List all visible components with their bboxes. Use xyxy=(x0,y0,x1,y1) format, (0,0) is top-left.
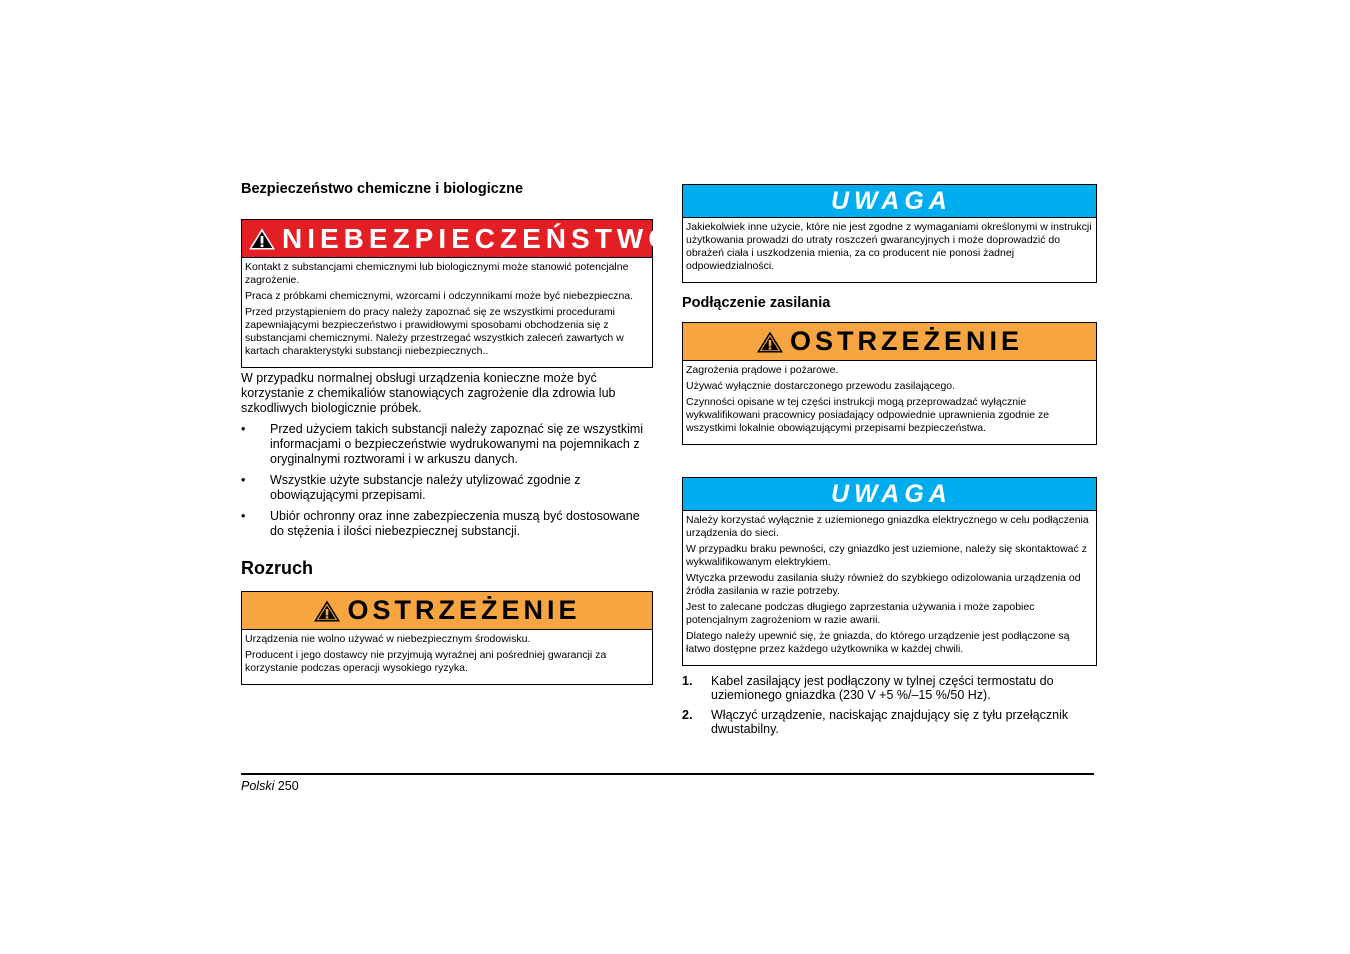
warning-triangle-icon xyxy=(248,227,276,251)
warning-body xyxy=(683,361,1096,444)
danger-box xyxy=(241,219,676,368)
list-item xyxy=(682,708,1097,736)
footer-language: Polski xyxy=(241,779,275,793)
heading-power-connection: Podłączenie zasilania xyxy=(682,295,831,311)
list-item xyxy=(241,422,653,467)
step-text: Kabel zasilający jest podłączony w tylnej części termostatu do uziemionego gniazdka (230 V +5 %/–15 %/50 Hz). xyxy=(711,674,1054,702)
notice-paragraph: Jakiekolwiek inne użycie, które nie jest zgodne z wymaganiami określonymi w instrukcji użytkowania prowadzi do utraty roszczeń gwarancyjnych i może doprowadzić do obrażeń ciała i uszkodzenia mienia, za co producent nie ponosi żadnej odpowiedzialności. xyxy=(686,221,1092,272)
bullet-marker: • xyxy=(241,422,246,436)
notice-box-grounding xyxy=(682,477,1097,666)
warning-triangle-icon xyxy=(756,330,784,354)
chemical-bullet-list xyxy=(241,422,653,539)
left-column xyxy=(241,180,676,685)
footer-divider xyxy=(241,773,1094,775)
right-column xyxy=(682,184,1097,742)
warning-header xyxy=(683,323,1096,361)
danger-label: NIEBEZPIECZEŃSTWO xyxy=(282,222,676,254)
bullet-marker: • xyxy=(241,473,246,487)
notice-paragraph: Dlatego należy upewnić się, że gniazda, do którego urządzenie jest podłączone są łatwo dostępne przez każdego użytkownika w każdej chwili. xyxy=(686,630,1070,655)
danger-header xyxy=(242,220,676,258)
danger-paragraph: Praca z próbkami chemicznymi, wzorcami i odczynnikami może być niebezpieczna. xyxy=(245,290,634,302)
list-item xyxy=(682,674,1097,702)
list-item-text: Wszystkie użyte substancje należy utylizować zgodnie z obowiązującymi przepisami. xyxy=(270,473,581,502)
warning-box-power xyxy=(682,322,1097,445)
footer-page-number: 250 xyxy=(277,779,299,793)
list-item xyxy=(241,509,653,539)
notice-header xyxy=(683,478,1096,511)
list-item-text: Ubiór ochronny oraz inne zabezpieczenia muszą być dostosowane do stężenia i ilości niebezpiecznej substancji. xyxy=(270,509,640,538)
notice-body xyxy=(683,218,1096,282)
warning-paragraph: Używać wyłącznie dostarczonego przewodu zasilającego. xyxy=(686,380,956,392)
notice-box-usage xyxy=(682,184,1097,283)
danger-paragraph: Przed przystąpieniem do pracy należy zapoznać się ze wszystkimi procedurami zapewniającymi bezpieczeństwo i prawidłowymi sposobami obchodzenia się z substancjami chemicznymi. Należy przestrzegać wszystkich zaleceń zawartych w kartach charakterystyki substancji niebezpiecznych.. xyxy=(245,306,624,357)
warning-paragraph: Urządzenia nie wolno używać w niebezpiecznym środowisku. xyxy=(245,633,531,645)
step-text: Włączyć urządzenie, naciskając znajdujący się z tyłu przełącznik dwustabilny. xyxy=(711,708,1069,736)
notice-paragraph: Wtyczka przewodu zasilania służy również do szybkiego odizolowania urządzenia od źródła zasilania w razie potrzeby. xyxy=(686,572,1081,597)
warning-header xyxy=(242,592,652,630)
notice-header xyxy=(683,185,1096,218)
danger-body xyxy=(242,258,652,367)
chemical-intro-text: W przypadku normalnej obsługi urządzenia konieczne może być korzystanie z chemikaliów stanowiących zagrożenie dla zdrowia lub szkodliwych biologicznie próbek. xyxy=(241,371,616,415)
warning-triangle-icon xyxy=(313,599,341,623)
warning-paragraph: Czynności opisane w tej części instrukcji mogą przeprowadzać wyłącznie wykwalifikowani pracownicy posiadający odpowiednie uprawnienia zgodnie ze wszystkimi lokalnie obowiązującymi przepisami bezpieczeństwa. xyxy=(686,396,1050,434)
warning-paragraph: Producent i jego dostawcy nie przyjmują wyraźnej ani pośredniej gwarancji za korzystanie podczas operacji wysokiego ryzyka. xyxy=(245,649,607,674)
warning-paragraph: Zagrożenia prądowe i pożarowe. xyxy=(686,364,839,376)
notice-label: UWAGA xyxy=(831,479,952,508)
notice-paragraph: Należy korzystać wyłącznie z uziemionego gniazdka elektrycznego w celu podłączenia urządzenia do sieci. xyxy=(686,514,1089,539)
list-item xyxy=(241,473,653,503)
bullet-marker: • xyxy=(241,509,246,523)
notice-body xyxy=(683,511,1096,665)
warning-box-startup xyxy=(241,591,653,685)
notice-paragraph: Jest to zalecane podczas długiego zaprzestania używania i może zapobiec potencjalnym zagrożeniom w razie awarii. xyxy=(686,601,1035,626)
danger-paragraph: Kontakt z substancjami chemicznymi lub biologicznymi może stanowić potencjalne zagrożenie. xyxy=(245,261,629,286)
warning-label: OSTRZEŻENIE xyxy=(789,326,1023,356)
list-item-text: Przed użyciem takich substancji należy zapoznać się ze wszystkimi informacjami o bezpieczeństwie wydrukowanymi na pojemnikach z oryginalnymi roztworami i w arkuszu danych. xyxy=(270,422,644,466)
page-footer xyxy=(241,779,299,794)
notice-label: UWAGA xyxy=(831,186,952,215)
power-steps-list xyxy=(682,674,1097,736)
heading-chemical-safety: Bezpieczeństwo chemiczne i biologiczne xyxy=(241,181,524,197)
step-number: 1. xyxy=(682,674,693,688)
notice-paragraph: W przypadku braku pewności, czy gniazdko jest uziemione, należy się skontaktować z wykwalifikowanym elektrykiem. xyxy=(686,543,1087,568)
step-number: 2. xyxy=(682,708,693,722)
heading-startup: Rozruch xyxy=(241,558,313,578)
warning-body xyxy=(242,630,652,684)
warning-label: OSTRZEŻENIE xyxy=(347,595,581,625)
